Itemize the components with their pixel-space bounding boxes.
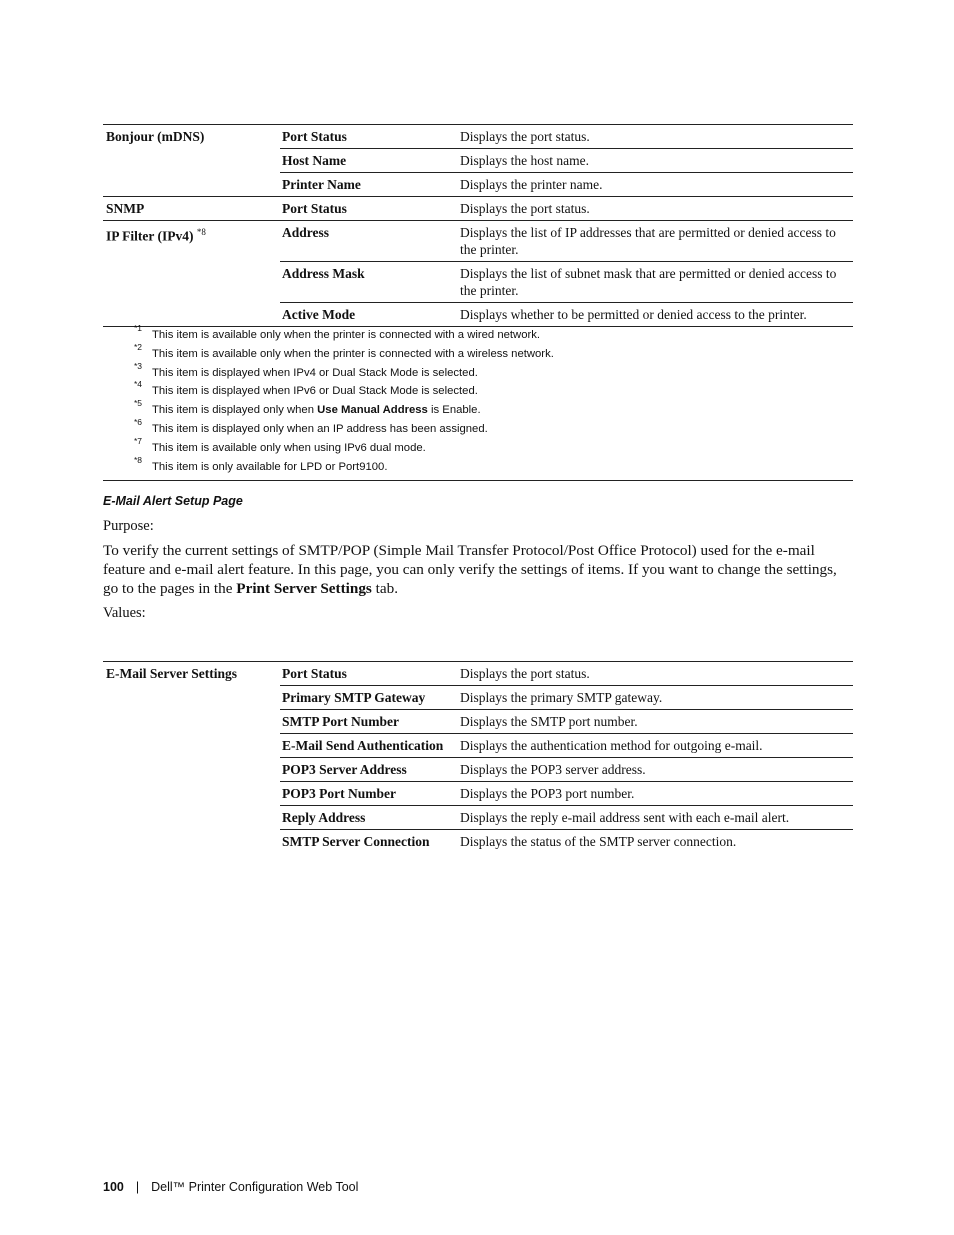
table-row: [280, 757, 853, 781]
footnote: [103, 323, 853, 345]
item-desc: Displays the POP3 server address.: [460, 762, 646, 777]
footnote-ref: *8: [196, 227, 206, 237]
footnote-text: This item is displayed when IPv6 or Dual Stack Mode is selected.: [152, 385, 478, 398]
footnote-mark: *5: [134, 398, 143, 409]
item-name: POP3 Port Number: [282, 786, 396, 801]
category-label: [103, 221, 279, 248]
settings-table-email: [103, 661, 853, 853]
table-row: [280, 172, 853, 196]
footnote: [103, 379, 853, 401]
item-name: Host Name: [282, 153, 347, 168]
footnote-text: [152, 404, 481, 416]
table-group-snmp: [103, 196, 853, 220]
item-desc: Displays the authentication method for outgoing e-mail.: [460, 738, 763, 753]
item-desc: Displays the status of the SMTP server connection.: [460, 834, 737, 849]
item-name: SMTP Server Connection: [282, 834, 430, 849]
item-desc: Displays whether to be permitted or denied access to the printer.: [460, 307, 807, 322]
item-name: Address: [282, 225, 330, 240]
item-name: Printer Name: [282, 177, 361, 192]
purpose-paragraph: [103, 541, 855, 598]
table-group-ip-filter: [103, 220, 853, 326]
footnote-text-after: is Enable.: [427, 404, 481, 417]
item-name: SMTP Port Number: [282, 714, 399, 729]
table-group-bonjour: [103, 124, 853, 196]
item-desc: Displays the port status.: [460, 666, 590, 681]
footnotes: [103, 323, 853, 476]
item-name: Port Status: [282, 201, 347, 216]
table-row: [280, 221, 853, 261]
category-text: IP Filter (IPv4): [106, 228, 194, 244]
footnote-text: This item is displayed only when an IP address has been assigned.: [152, 422, 488, 435]
settings-table-network: [103, 124, 853, 327]
purpose-label: Purpose:: [103, 518, 154, 534]
table-row: [280, 302, 853, 326]
page-number: 100: [103, 1180, 124, 1194]
footnote: [103, 398, 853, 420]
item-desc: Displays the list of IP addresses that are permitted or denied access to the printer.: [460, 225, 836, 257]
item-desc: Displays the port status.: [460, 201, 590, 216]
footnote: [103, 435, 853, 458]
footnote-text-before: This item is displayed only when: [152, 404, 318, 417]
table-row: [280, 829, 853, 853]
item-name: Address Mask: [282, 266, 365, 281]
item-name: Reply Address: [282, 810, 366, 825]
footnote-mark: *3: [134, 360, 143, 371]
category-label: E-Mail Server Settings: [106, 666, 237, 681]
section-heading: E-Mail Alert Setup Page: [103, 494, 243, 508]
table-row: [280, 261, 853, 302]
item-desc: Displays the printer name.: [460, 177, 603, 192]
table-row: [280, 685, 853, 709]
item-desc: Displays the SMTP port number.: [460, 714, 638, 729]
page-footer: [103, 1180, 358, 1194]
item-desc: Displays the POP3 port number.: [460, 786, 635, 801]
category-label: SNMP: [106, 201, 145, 216]
item-desc: Displays the list of subnet mask that are permitted or denied access to the printer.: [460, 266, 837, 298]
item-name: E-Mail Send Authentication: [282, 738, 444, 753]
table-row: [280, 148, 853, 172]
item-desc: Displays the port status.: [460, 129, 590, 144]
item-name: Port Status: [282, 129, 347, 144]
item-name: Active Mode: [282, 307, 356, 322]
table-row: [280, 197, 853, 220]
footnote: [103, 454, 853, 477]
footnote: [103, 360, 853, 383]
footnote-text: This item is displayed when IPv4 or Dual Stack Mode is selected.: [152, 366, 478, 379]
table-row: [280, 709, 853, 733]
footnote-mark: *7: [134, 435, 143, 446]
footnote-text: This item is only available for LPD or Port9100.: [152, 460, 388, 473]
item-name: Port Status: [282, 666, 347, 681]
category-label: Bonjour (mDNS): [106, 129, 205, 144]
footnote-mark: *8: [134, 454, 143, 465]
table-row: [280, 662, 853, 685]
table-row: [280, 781, 853, 805]
footnote-mark: *2: [134, 341, 143, 352]
table-row: [280, 125, 853, 148]
footer-title: Dell™ Printer Configuration Web Tool: [151, 1180, 359, 1194]
table-row: [280, 805, 853, 829]
footnote-text: This item is available only when the printer is connected with a wireless network.: [152, 347, 554, 360]
footer-separator: |: [135, 1180, 140, 1194]
footnote-text: This item is available only when the printer is connected with a wired network.: [152, 329, 541, 341]
footnote-mark: *4: [134, 379, 143, 390]
footnote-mark: *6: [134, 416, 143, 427]
footnote-text: This item is available only when using IPv6 dual mode.: [152, 441, 426, 454]
table-group-email-server: [103, 661, 853, 853]
para-text-before: To verify the current settings of SMTP/POP (Simple Mail Transfer Protocol/Post Office Protocol) used for the e-mail feature and e-mail alert feature. In this page, you can only verify the settings of items. If you want to change the settings, go to the pages in the: [103, 542, 837, 597]
footnote-mark: *1: [134, 323, 143, 333]
item-name: Primary SMTP Gateway: [282, 690, 426, 705]
footnote-bold-term: Use Manual Address: [317, 404, 428, 417]
para-bold-term: Print Server Settings: [236, 580, 372, 597]
footnote: [103, 341, 853, 364]
table-row: [280, 733, 853, 757]
values-label: Values:: [103, 605, 146, 621]
item-name: POP3 Server Address: [282, 762, 407, 777]
footnote: [103, 416, 853, 439]
item-desc: Displays the reply e-mail address sent with each e-mail alert.: [460, 810, 790, 825]
item-desc: Displays the host name.: [460, 153, 589, 168]
para-text-after: tab.: [371, 580, 398, 597]
footnotes-rule: [103, 480, 853, 481]
item-desc: Displays the primary SMTP gateway.: [460, 690, 663, 705]
